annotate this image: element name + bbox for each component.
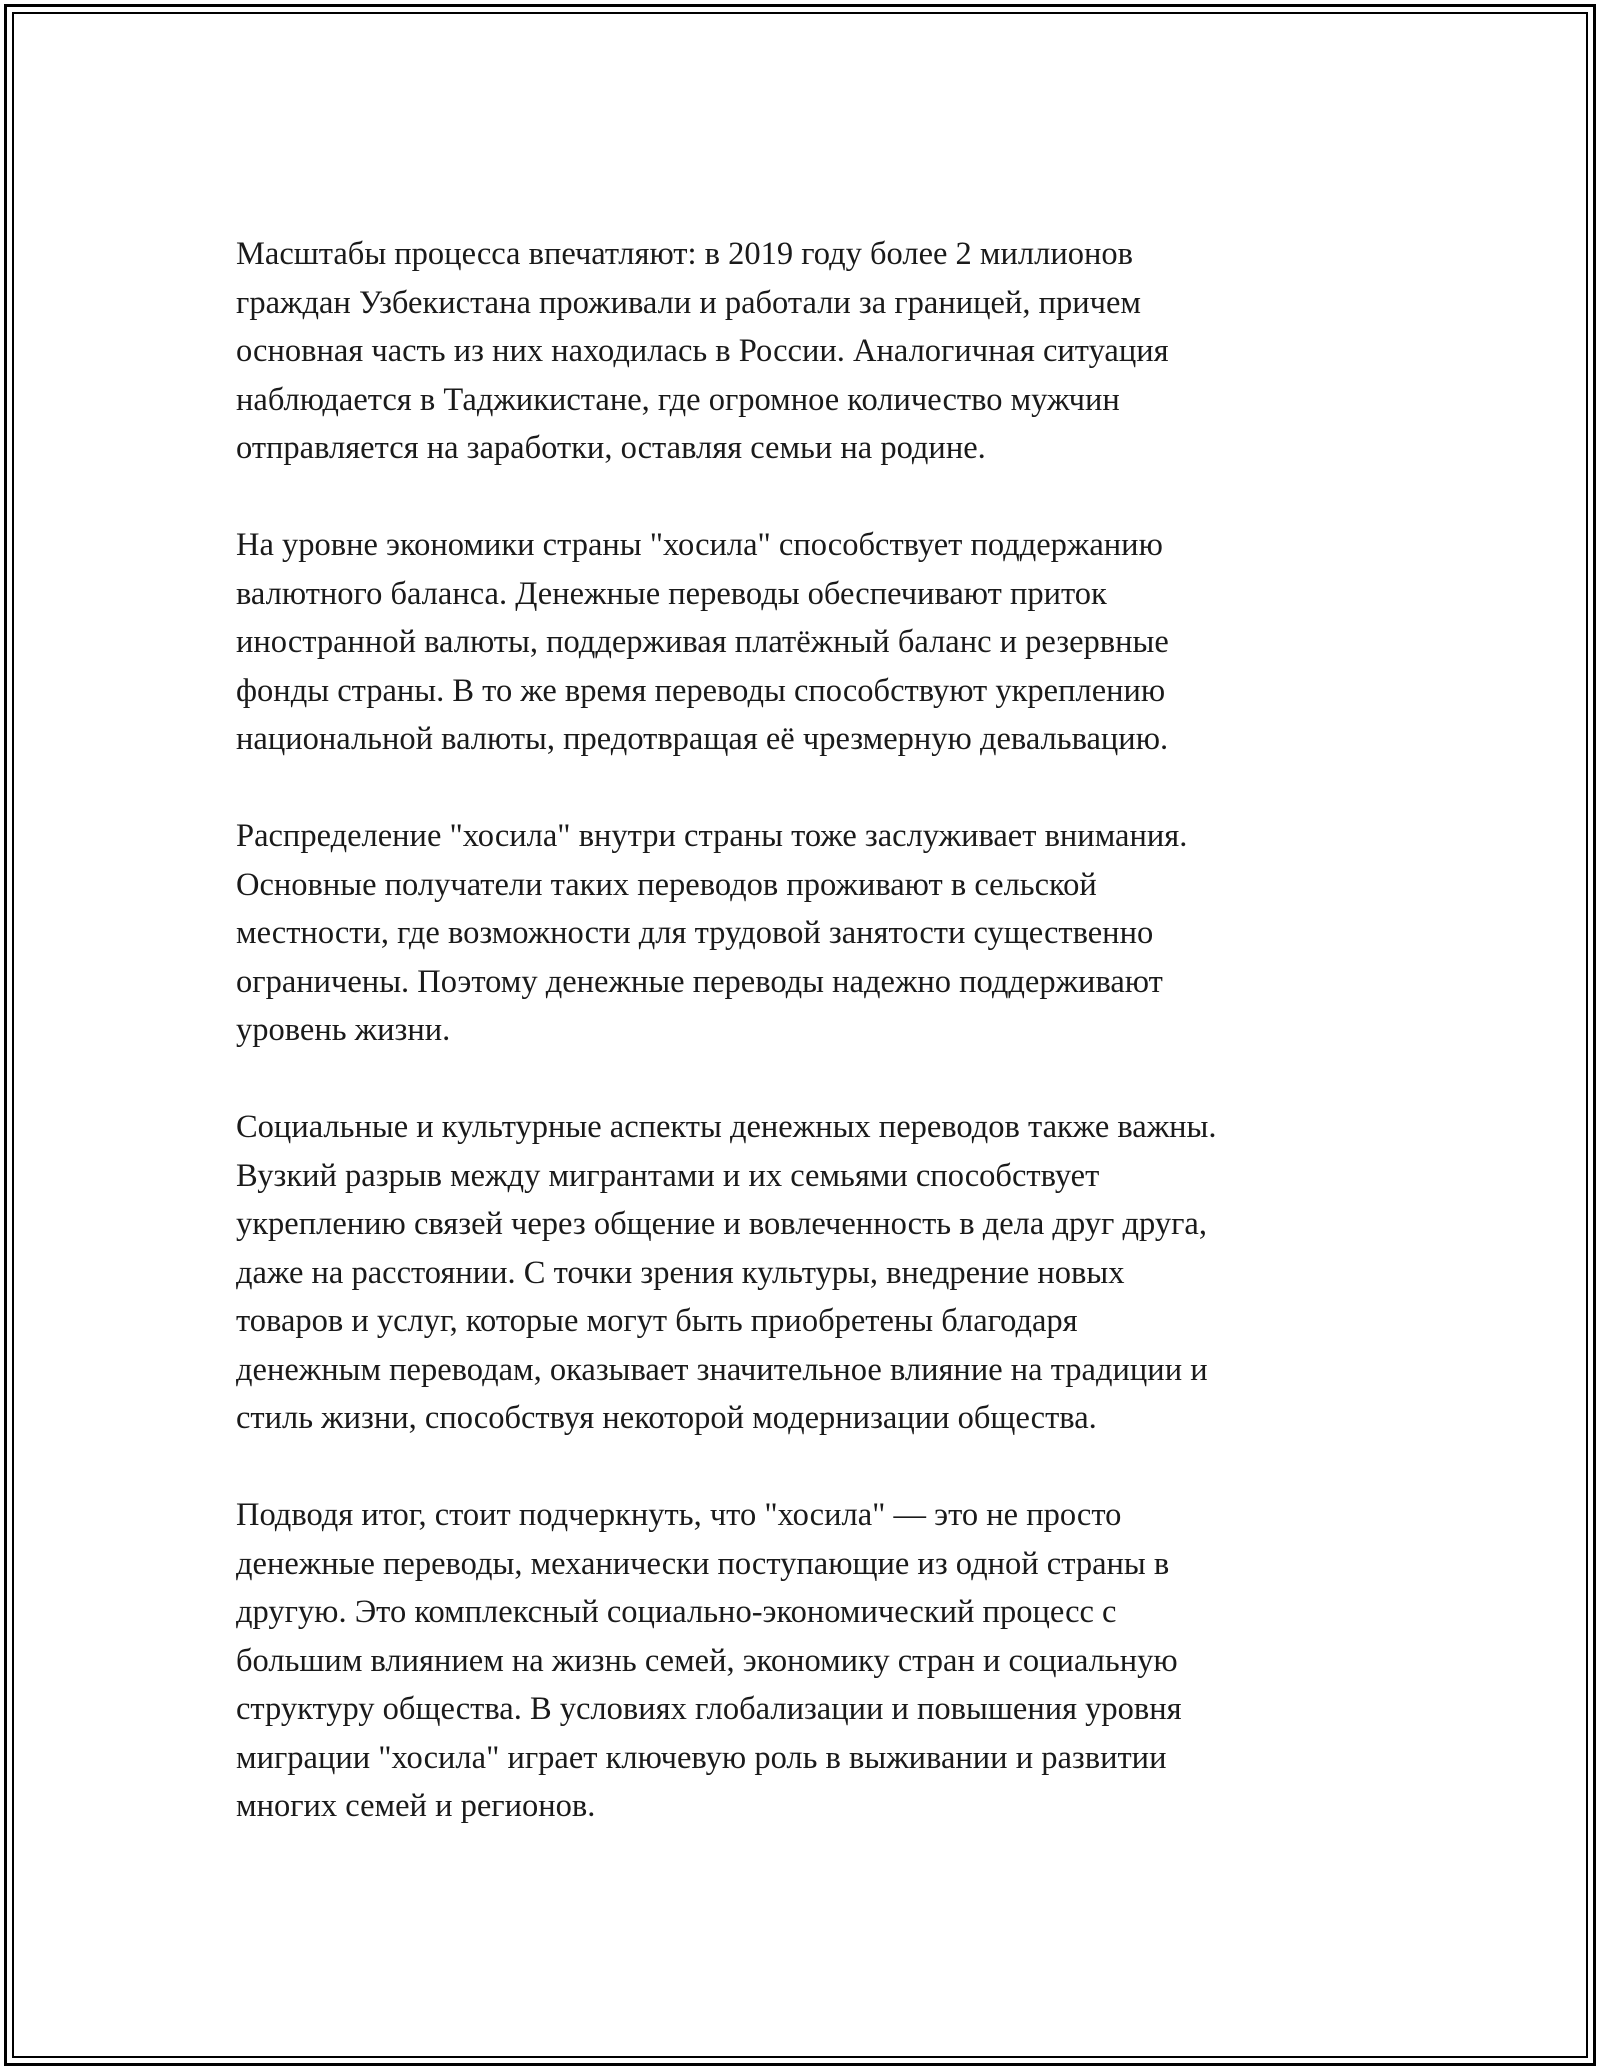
paragraph-migration-scale: Масштабы процесса впечатляют: в 2019 году более 2 миллионов граждан Узбекистана проживали и работали за границей, причем основная часть из них находилась в России. Аналогичная ситуация наблюдается в Таджикистане, где огромное количество мужчин отправляется на заработки, оставляя семьи на родине. [236,236,1169,466]
paragraph-conclusion: Подводя итог, стоит подчеркнуть, что "хосила" — это не просто денежные переводы, механически поступающие из одной страны в другую. Это комплексный социально-экономический процесс с большим влиянием на жизнь семей, экономику стран и социальную структуру общества. В условиях глобализации и повышения уровня миграции "хосила" играет ключевую роль в выживании и развитии многих семей и регионов. [236,1497,1182,1824]
paragraph-currency-balance: На уровне экономики страны "хосила" способствует поддержанию валютного баланса. Денежные переводы обеспечивают приток иностранной валюты, поддерживая платёжный баланс и резервные фонды страны. В то же время переводы способствуют укреплению национальной валюты, предотвращая её чрезмерную девальвацию. [236,527,1169,757]
paragraph-domestic-distribution: Распределение "хосила" внутри страны тоже заслуживает внимания. Основные получатели таких переводов проживают в сельской местности, где возможности для трудовой занятости существенно ограничены. Поэтому денежные переводы надежно поддерживают уровень жизни. [236,818,1188,1048]
document-body [236,230,1366,1831]
paragraph-social-cultural-aspects: Социальные и культурные аспекты денежных переводов также важны. Вузкий разрыв между мигрантами и их семьями способствует укреплению связей через общение и вовлеченность в дела друг друга, даже на расстоянии. С точки зрения культуры, внедрение новых товаров и услуг, которые могут быть приобретены благодаря денежным переводам, оказывает значительное влияние на традиции и стиль жизни, способствуя некоторой модернизации общества. [236,1109,1217,1436]
